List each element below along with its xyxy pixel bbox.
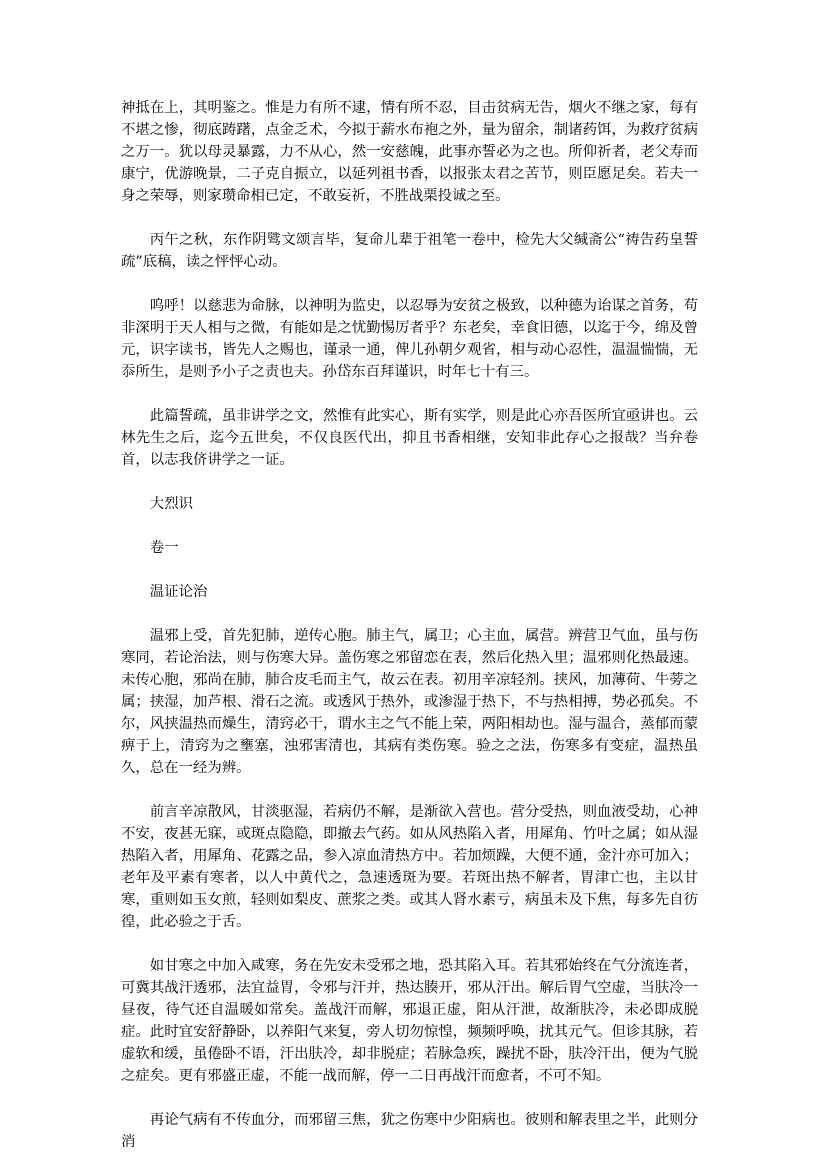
preface-paragraph-4: 此篇誓疏，虽非讲学之文，然惟有此实心，斯有实学，则是此心亦吾医所宜亟讲也。云林先生之后，迄今五世矣，不仅良医代出，抑且书香相继，安知非此存心之报哉？当弁卷首，以志我侪讲学之一证。 [121,408,698,468]
preface-paragraph-3: 呜呼！以慈悲为命脉，以神明为监史，以忍辱为安贫之极致，以种德为诒谋之首务，苟非深明于天人相与之微，有能如是之忧勤惕厉者乎？东老矣，幸食旧德，以迄于今，绵及曾元，识字读书，皆先人之赐也，谨录一通，俾儿孙朝夕观省，相与动心忍性，温温惴惴，无忝所生，是则予小子之责也夫。孙岱东百拜谨识，时年七十有三。 [121,298,698,380]
body-paragraph-3: 如甘寒之中加入咸寒，务在先安未受邪之地，恐其陷入耳。若其邪始终在气分流连者，可冀其战汗透邪，法宜益胃，令邪与汗并，热达腠开，邪从汗出。解后胃气空虚，当肤冷一昼夜，待气还自温暖如常矣。盖战汗而解，邪退正虚，阳从汗泄，故渐肤冷，未必即成脱症。此时宜安舒静卧，以养阳气来复，旁人切勿惊惶，频频呼唤，扰其元气。但诊其脉，若虚软和缓，虽倦卧不语，汗出肤冷，却非脱症；若脉急疾，躁扰不卧，肤冷汗出，便为气脱之症矣。更有邪盛正虚，不能一战而解，停一二日再战汗而愈者，不可不知。 [121,958,698,1084]
volume-heading: 卷一 [149,540,179,556]
signature-line: 大烈识 [149,496,193,512]
body-paragraph-4: 再论气病有不传血分，而邪留三焦，犹之伤寒中少阳病也。彼则和解表里之半，此则分消 [121,1112,698,1150]
body-paragraph-2: 前言辛凉散风，甘淡驱湿，若病仍不解，是渐欲入营也。营分受热，则血液受劫，心神不安，夜甚无寐，或斑点隐隐，即撤去气药。如从风热陷入者，用犀角、竹叶之属；如从湿热陷入者，用犀角、花露之品，参入凉血清热方中。若加烦躁，大便不通，金汁亦可加入；老年及平素有寒者，以人中黄代之，急速透斑为要。若斑出热不解者，胃津亡也，主以甘寒，重则如玉女煎，轻则如梨皮、蔗浆之类。或其人肾水素亏，病虽未及下焦，每多先自彷徨，此必验之于舌。 [121,804,698,930]
preface-paragraph-2: 丙午之秋，东作阴骘文颂言毕，复命儿辈于祖笔一卷中，检先大父缄斋公“祷告药皇誓疏”底稿，读之怦怦心动。 [121,232,698,270]
preface-paragraph-1: 神抵在上，其明鉴之。惟是力有所不逮，情有所不忍，目击贫病无告，烟火不继之家，每有不堪之惨，彻底踌躇，点金乏术，今拟于薪水布袍之外，量为留余，制诸药饵，为救疗贫病之万一。犹以母灵暴露，力不从心，然一安慈魄，此事亦誓必为之也。所仰祈者，老父寿而康宁，优游晚景，二子克自振立，以延列祖书香，以报张太君之苦节，则臣愿足矣。若夫一身之荣辱，则家瓒命相已定，不敢妄祈，不胜战栗投诚之至。 [121,100,698,204]
section-heading: 温证论治 [149,584,208,600]
body-paragraph-1: 温邪上受，首先犯肺，逆传心胞。肺主气，属卫；心主血，属营。辨营卫气血，虽与伤寒同，若论治法，则与伤寒大异。盖伤寒之邪留恋在表，然后化热入里；温邪则化热最速。未传心胞，邪尚在肺，肺合皮毛而主气，故云在表。初用辛凉轻剂。挟风，加薄荷、牛蒡之属；挟湿，加芦根、滑石之流。或透风于热外，或渗湿于热下，不与热相搏，势必孤矣。不尔，风挟温热而燥生，清窍必干，谓水主之气不能上荣，两阳相劫也。湿与温合，蒸郁而蒙痹于上，清窍为之壅塞，浊邪害清也，其病有类伤寒。验之之法，伤寒多有变症，温热虽久，总在一经为辨。 [121,628,698,776]
